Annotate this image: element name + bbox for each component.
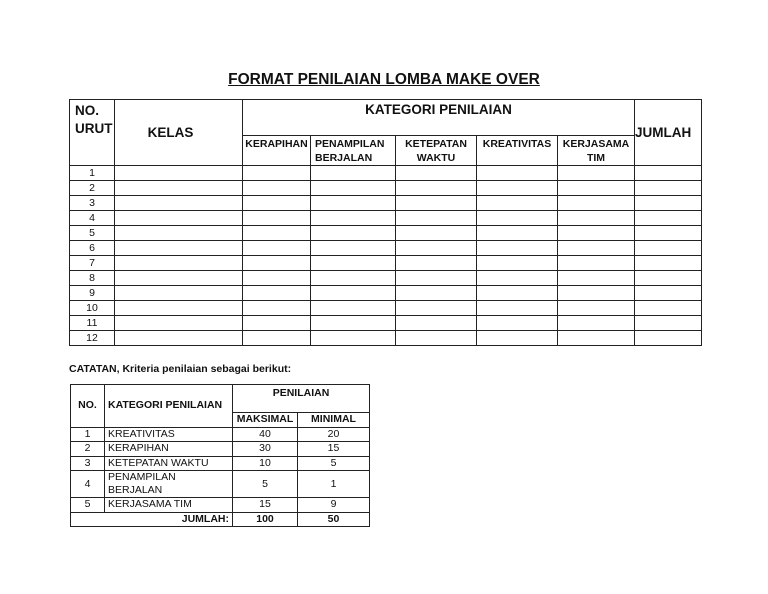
empty-cell	[115, 196, 243, 211]
crit-total-label: JUMLAH:	[71, 512, 233, 527]
empty-cell	[477, 166, 558, 181]
empty-cell	[396, 331, 477, 346]
sub-header	[243, 136, 311, 166]
empty-cell	[558, 271, 635, 286]
empty-cell	[477, 301, 558, 316]
jumlah-header	[635, 100, 702, 166]
empty-cell	[396, 211, 477, 226]
sub-header	[477, 136, 558, 166]
criteria-minimal: 15	[298, 442, 370, 457]
empty-cell	[115, 286, 243, 301]
empty-cell	[396, 286, 477, 301]
criteria-minimal: 9	[298, 498, 370, 513]
criteria-no: 4	[71, 471, 105, 498]
criteria-no: 1	[71, 427, 105, 442]
criteria-table	[70, 384, 370, 527]
empty-cell	[396, 271, 477, 286]
empty-cell	[558, 241, 635, 256]
empty-cell	[558, 226, 635, 241]
table-row	[70, 316, 702, 331]
row-number: 12	[70, 331, 115, 346]
empty-cell	[477, 331, 558, 346]
empty-cell	[635, 181, 702, 196]
empty-cell	[243, 286, 311, 301]
jumlah-label: JUMLAH	[635, 125, 692, 140]
empty-cell	[243, 316, 311, 331]
empty-cell	[635, 241, 702, 256]
empty-cell	[396, 316, 477, 331]
row-number: 2	[70, 181, 115, 196]
empty-cell	[115, 301, 243, 316]
empty-cell	[477, 256, 558, 271]
crit-no-label: NO.	[78, 399, 97, 412]
maksimal-header: MAKSIMAL	[233, 413, 298, 428]
criteria-row	[71, 498, 370, 513]
row-number: 10	[70, 301, 115, 316]
table-row	[70, 241, 702, 256]
empty-cell	[243, 256, 311, 271]
empty-cell	[243, 211, 311, 226]
criteria-maksimal: 5	[233, 471, 298, 498]
criteria-kategori: KERJASAMA TIM	[105, 498, 233, 513]
empty-cell	[558, 181, 635, 196]
empty-cell	[311, 316, 396, 331]
empty-cell	[558, 256, 635, 271]
assessment-table	[69, 99, 702, 346]
empty-cell	[635, 331, 702, 346]
row-number: 5	[70, 226, 115, 241]
empty-cell	[477, 181, 558, 196]
empty-cell	[243, 271, 311, 286]
criteria-row	[71, 471, 370, 498]
criteria-row	[71, 442, 370, 457]
kelas-header	[115, 100, 243, 166]
empty-cell	[115, 331, 243, 346]
criteria-kategori: PENAMPILAN BERJALAN	[105, 471, 233, 498]
penilaian-label: PENILAIAN	[272, 387, 330, 399]
empty-cell	[115, 211, 243, 226]
empty-cell	[115, 226, 243, 241]
empty-cell	[558, 316, 635, 331]
empty-cell	[311, 241, 396, 256]
table-row	[70, 271, 702, 286]
crit-total-maksimal: 100	[233, 512, 298, 527]
empty-cell	[115, 166, 243, 181]
sub-header	[558, 136, 635, 166]
table-row	[70, 226, 702, 241]
empty-cell	[396, 166, 477, 181]
empty-cell	[243, 166, 311, 181]
empty-cell	[311, 211, 396, 226]
table-row	[70, 286, 702, 301]
criteria-maksimal: 30	[233, 442, 298, 457]
empty-cell	[115, 271, 243, 286]
empty-cell	[243, 181, 311, 196]
row-number: 1	[70, 166, 115, 181]
table-row	[70, 331, 702, 346]
criteria-maksimal: 15	[233, 498, 298, 513]
empty-cell	[635, 256, 702, 271]
empty-cell	[477, 271, 558, 286]
criteria-row	[71, 427, 370, 442]
criteria-kategori: KERAPIHAN	[105, 442, 233, 457]
criteria-no: 2	[71, 442, 105, 457]
row-number: 9	[70, 286, 115, 301]
empty-cell	[558, 166, 635, 181]
empty-cell	[635, 286, 702, 301]
empty-cell	[311, 271, 396, 286]
empty-cell	[558, 286, 635, 301]
kelas-label: KELAS	[147, 125, 194, 140]
row-number: 7	[70, 256, 115, 271]
criteria-kategori: KREATIVITAS	[105, 427, 233, 442]
table-row	[70, 166, 702, 181]
empty-cell	[396, 181, 477, 196]
row-number: 6	[70, 241, 115, 256]
table-row	[70, 181, 702, 196]
no-urut-label-line1: NO.	[75, 103, 100, 118]
criteria-no: 5	[71, 498, 105, 513]
empty-cell	[311, 301, 396, 316]
empty-cell	[115, 181, 243, 196]
empty-cell	[311, 196, 396, 211]
criteria-note: CATATAN, Kriteria penilaian sebagai berikut:	[69, 363, 292, 375]
empty-cell	[311, 286, 396, 301]
kategori-label: KATEGORI PENILAIAN	[365, 102, 512, 117]
row-number: 3	[70, 196, 115, 211]
empty-cell	[635, 301, 702, 316]
empty-cell	[396, 226, 477, 241]
empty-cell	[311, 256, 396, 271]
empty-cell	[115, 256, 243, 271]
criteria-no: 3	[71, 456, 105, 471]
table-row	[70, 256, 702, 271]
empty-cell	[635, 271, 702, 286]
empty-cell	[558, 331, 635, 346]
empty-cell	[243, 301, 311, 316]
empty-cell	[115, 241, 243, 256]
sub-header-line1: KERJASAMA	[562, 138, 630, 150]
empty-cell	[477, 286, 558, 301]
page-title: FORMAT PENILAIAN LOMBA MAKE OVER	[228, 71, 540, 88]
sub-header	[311, 136, 396, 166]
penilaian-header	[233, 385, 370, 413]
criteria-maksimal: 40	[233, 427, 298, 442]
criteria-row	[71, 456, 370, 471]
criteria-minimal: 5	[298, 456, 370, 471]
empty-cell	[635, 166, 702, 181]
sub-header-line1: PENAMPILAN	[315, 138, 385, 150]
row-number: 8	[70, 271, 115, 286]
empty-cell	[635, 211, 702, 226]
sub-header-line2: WAKTU	[416, 152, 456, 164]
empty-cell	[311, 226, 396, 241]
table-row	[70, 196, 702, 211]
empty-cell	[396, 196, 477, 211]
empty-cell	[477, 196, 558, 211]
empty-cell	[396, 241, 477, 256]
empty-cell	[243, 226, 311, 241]
empty-cell	[558, 196, 635, 211]
sub-header-line1: KREATIVITAS	[482, 138, 552, 150]
kategori-header	[243, 100, 635, 136]
empty-cell	[477, 241, 558, 256]
empty-cell	[311, 331, 396, 346]
empty-cell	[635, 316, 702, 331]
empty-cell	[558, 211, 635, 226]
empty-cell	[311, 181, 396, 196]
empty-cell	[477, 211, 558, 226]
row-number: 11	[70, 316, 115, 331]
empty-cell	[243, 241, 311, 256]
empty-cell	[477, 226, 558, 241]
criteria-maksimal: 10	[233, 456, 298, 471]
empty-cell	[477, 316, 558, 331]
crit-total-minimal: 50	[298, 512, 370, 527]
empty-cell	[115, 316, 243, 331]
crit-no-header	[71, 385, 105, 428]
criteria-kategori: KETEPATAN WAKTU	[105, 456, 233, 471]
table-row	[70, 301, 702, 316]
table-row	[70, 211, 702, 226]
crit-kategori-header	[105, 385, 233, 428]
criteria-minimal: 1	[298, 471, 370, 498]
empty-cell	[635, 196, 702, 211]
sub-header-line2: BERJALAN	[315, 152, 373, 164]
empty-cell	[635, 226, 702, 241]
no-urut-label-line2: URUT	[75, 121, 113, 136]
empty-cell	[243, 331, 311, 346]
empty-cell	[396, 301, 477, 316]
criteria-minimal: 20	[298, 427, 370, 442]
minimal-header: MINIMAL	[298, 413, 370, 428]
empty-cell	[243, 196, 311, 211]
sub-header-line2: TIM	[586, 152, 606, 164]
no-urut-header	[70, 100, 115, 166]
crit-kategori-label: KATEGORI PENILAIAN	[108, 399, 223, 412]
sub-header	[396, 136, 477, 166]
empty-cell	[311, 166, 396, 181]
row-number: 4	[70, 211, 115, 226]
empty-cell	[396, 256, 477, 271]
empty-cell	[558, 301, 635, 316]
sub-header-line1: KERAPIHAN	[245, 138, 308, 150]
sub-header-line1: KETEPATAN	[405, 138, 467, 150]
